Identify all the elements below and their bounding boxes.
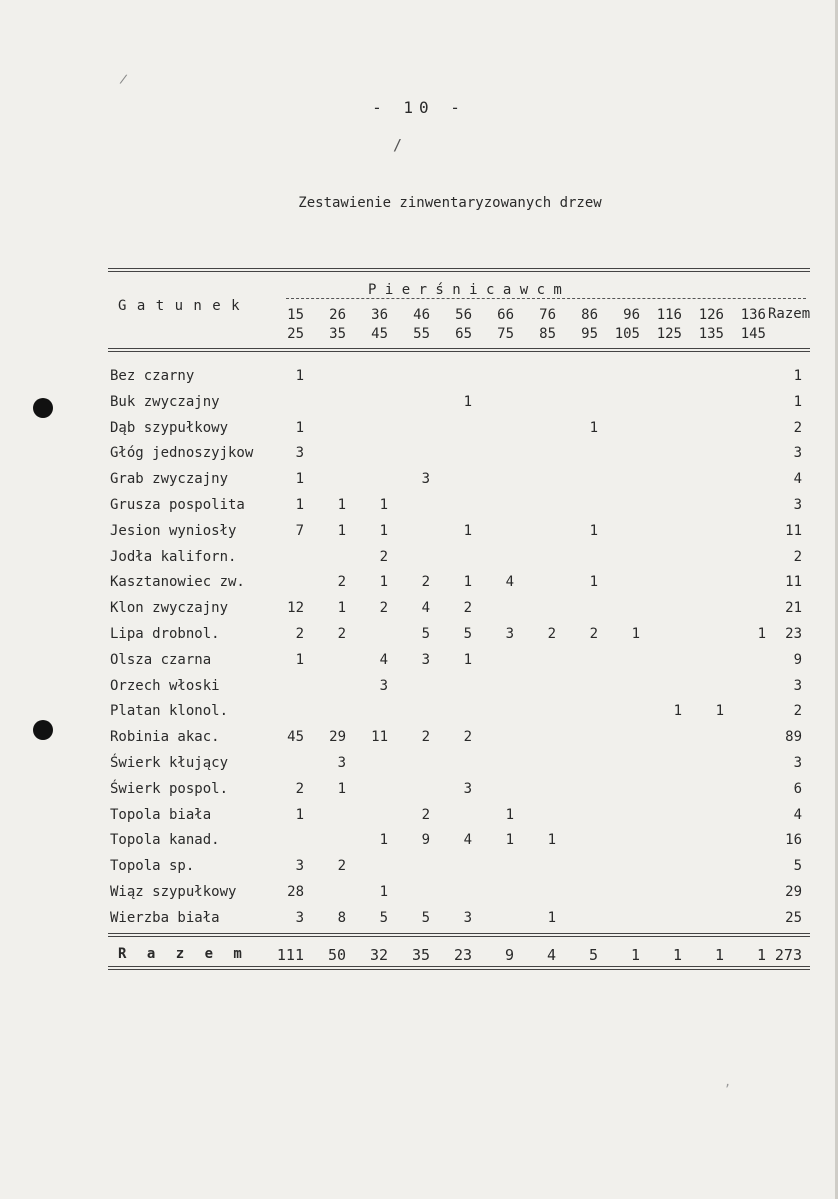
class-to: 125 [656,326,682,342]
row-total: 4 [793,471,802,488]
class-to: 145 [740,326,766,342]
count-cell: 2 [295,626,304,642]
table-row [0,832,838,858]
count-cell: 1 [379,522,388,539]
count-cell: 1 [295,497,304,513]
table-row [0,858,838,884]
count-cell: 4 [379,651,388,668]
grand-total: 273 [774,946,802,964]
row-total: 29 [785,884,802,900]
species-name: Platan klonol. [110,703,229,720]
class-from: 86 [581,307,598,323]
double-rule [108,966,810,970]
row-total: 1 [793,368,802,384]
table-row [0,394,838,420]
count-cell: 1 [589,574,598,591]
summary-cell: 1 [630,946,640,964]
count-cell: 3 [421,651,430,668]
species-name: Bez czarny [110,368,195,384]
row-total: 23 [785,626,802,642]
count-cell: 3 [463,909,472,926]
table-row [0,549,838,575]
count-cell: 5 [421,909,430,926]
diameter-class-header [478,306,514,344]
row-total: 2 [793,548,802,565]
summary-cell: 5 [588,946,598,964]
class-from: 46 [413,307,430,323]
summary-cell: 32 [369,946,388,964]
count-cell: 2 [337,858,346,875]
count-cell: 3 [463,780,472,797]
class-to: 75 [497,326,514,342]
row-total: 16 [785,832,802,849]
table-row [0,574,838,600]
diameter-class-header [688,306,724,344]
count-cell: 1 [631,626,640,642]
summary-cell: 1 [714,946,724,964]
count-cell: 1 [337,600,346,617]
count-cell: 2 [421,806,430,823]
row-total: 2 [793,703,802,720]
count-cell: 5 [463,626,472,642]
page-number: - 10 - [372,98,466,117]
count-cell: 8 [337,909,346,926]
total-column-header: Razem [768,306,811,322]
diameter-class-header [520,306,556,344]
count-cell: 1 [463,651,472,668]
summary-label: R a z e m [118,946,248,962]
count-cell: 9 [421,832,430,849]
count-cell: 1 [337,522,346,539]
table-row [0,781,838,807]
count-cell: 2 [547,626,556,642]
count-cell: 2 [463,600,472,617]
table-row [0,368,838,394]
count-cell: 3 [421,471,430,488]
row-total: 11 [785,574,802,591]
species-name: Buk zwyczajny [110,393,220,410]
count-cell: 1 [547,832,556,849]
class-to: 55 [413,326,430,342]
diameter-class-header [268,306,304,344]
class-from: 116 [656,307,682,323]
count-cell: 1 [295,651,304,668]
species-name: Topola biała [110,806,212,823]
count-cell: 1 [673,703,682,720]
class-to: 35 [329,326,346,342]
count-cell: 4 [505,574,514,591]
species-name: Dąb szypułkowy [110,419,229,436]
summary-cell: 1 [672,946,682,964]
row-total: 5 [793,858,802,875]
class-from: 76 [539,307,556,323]
class-from: 126 [698,307,724,323]
table-row [0,884,838,910]
diameter-class-header [562,306,598,344]
count-cell: 1 [505,832,514,849]
count-cell: 1 [463,393,472,410]
count-cell: 3 [295,445,304,462]
count-cell: 11 [371,729,388,746]
diameter-class-header [730,306,766,344]
count-cell: 5 [379,909,388,926]
diameter-class-header [604,306,640,344]
count-cell: 1 [589,522,598,539]
count-cell: 12 [287,600,304,617]
row-total: 3 [793,497,802,513]
species-name: Grab zwyczajny [110,471,229,488]
pencil-mark: / [118,71,129,87]
count-cell: 3 [379,677,388,694]
species-name: Głóg jednoszyjkow [110,445,254,462]
count-cell: 2 [379,548,388,565]
table-row [0,497,838,523]
count-cell: 1 [295,419,304,436]
class-from: 56 [455,307,472,323]
count-cell: 1 [295,368,304,384]
count-cell: 2 [337,626,346,642]
row-total: 11 [785,522,802,539]
summary-cell: 9 [504,946,514,964]
species-name: Topola sp. [110,858,195,875]
table-row [0,910,838,936]
count-cell: 7 [295,522,304,539]
class-from: 36 [371,307,388,323]
count-cell: 2 [337,574,346,591]
class-to: 85 [539,326,556,342]
count-cell: 2 [421,729,430,746]
count-cell: 3 [505,626,514,642]
table-row [0,420,838,446]
count-cell: 1 [715,703,724,720]
table-row [0,626,838,652]
summary-cell: 50 [327,946,346,964]
row-total: 21 [785,600,802,617]
row-total: 4 [793,806,802,823]
table-row [0,678,838,704]
count-cell: 2 [421,574,430,591]
species-name: Świerk pospol. [110,780,229,797]
table-row [0,703,838,729]
table-row [0,600,838,626]
row-total: 25 [785,909,802,926]
summary-cell: 4 [546,946,556,964]
summary-cell: 111 [276,946,304,964]
count-cell: 1 [379,497,388,513]
species-name: Wiąz szypułkowy [110,884,237,900]
species-column-header: G a t u n e k [118,298,241,314]
table-row [0,652,838,678]
count-cell: 3 [295,858,304,875]
pencil-mark: , [724,1075,732,1089]
count-cell: 1 [547,909,556,926]
summary-cell: 1 [756,946,766,964]
count-cell: 1 [463,574,472,591]
double-rule [108,933,810,937]
diameter-class-header [646,306,682,344]
count-cell: 3 [337,755,346,771]
class-to: 25 [287,326,304,342]
count-cell: 2 [379,600,388,617]
row-total: 3 [793,755,802,771]
species-name: Klon zwyczajny [110,600,229,617]
count-cell: 1 [337,780,346,797]
class-from: 66 [497,307,514,323]
count-cell: 45 [287,729,304,746]
count-cell: 1 [757,626,766,642]
species-name: Robinia akac. [110,729,220,746]
class-to: 65 [455,326,472,342]
table-row [0,523,838,549]
class-to: 105 [614,326,640,342]
species-name: Kasztanowiec zw. [110,574,245,591]
diameter-header: P i e r ś n i c a w c m [368,282,562,298]
row-total: 3 [793,677,802,694]
table-row [0,471,838,497]
diameter-class-header [310,306,346,344]
species-name: Świerk kłujący [110,755,229,771]
table-row [0,807,838,833]
count-cell: 1 [295,471,304,488]
diameter-class-header [394,306,430,344]
table-row [0,729,838,755]
count-cell: 1 [463,522,472,539]
class-from: 15 [287,307,304,323]
class-from: 136 [740,307,766,323]
species-name: Wierzba biała [110,909,220,926]
count-cell: 1 [379,884,388,900]
table-title: Zestawienie zinwentaryzowanych drzew [298,195,602,211]
count-cell: 1 [589,419,598,436]
pencil-mark: / [393,136,403,154]
count-cell: 1 [337,497,346,513]
class-to: 95 [581,326,598,342]
row-total: 6 [793,780,802,797]
species-name: Jodła kaliforn. [110,548,237,565]
summary-cell: 23 [453,946,472,964]
table-row [0,755,838,781]
class-from: 96 [623,307,640,323]
species-name: Topola kanad. [110,832,220,849]
class-to: 135 [698,326,724,342]
count-cell: 2 [463,729,472,746]
species-name: Jesion wyniosły [110,522,237,539]
species-name: Orzech włoski [110,677,220,694]
double-rule [108,268,810,272]
species-name: Olsza czarna [110,651,212,668]
row-total: 3 [793,445,802,462]
diameter-class-header [436,306,472,344]
count-cell: 4 [463,832,472,849]
count-cell: 2 [589,626,598,642]
species-name: Lipa drobnol. [110,626,220,642]
count-cell: 1 [295,806,304,823]
count-cell: 5 [421,626,430,642]
summary-cell: 35 [411,946,430,964]
diameter-class-header [352,306,388,344]
species-name: Grusza pospolita [110,497,245,513]
row-total: 2 [793,419,802,436]
table-row [0,445,838,471]
count-cell: 1 [505,806,514,823]
class-to: 45 [371,326,388,342]
row-total: 9 [793,651,802,668]
count-cell: 29 [329,729,346,746]
count-cell: 1 [379,832,388,849]
double-rule [108,348,810,352]
count-cell: 2 [295,780,304,797]
count-cell: 3 [295,909,304,926]
row-total: 1 [793,393,802,410]
class-from: 26 [329,307,346,323]
count-cell: 28 [287,884,304,900]
row-total: 89 [785,729,802,746]
count-cell: 1 [379,574,388,591]
header-dashed-rule [286,298,806,299]
count-cell: 4 [421,600,430,617]
